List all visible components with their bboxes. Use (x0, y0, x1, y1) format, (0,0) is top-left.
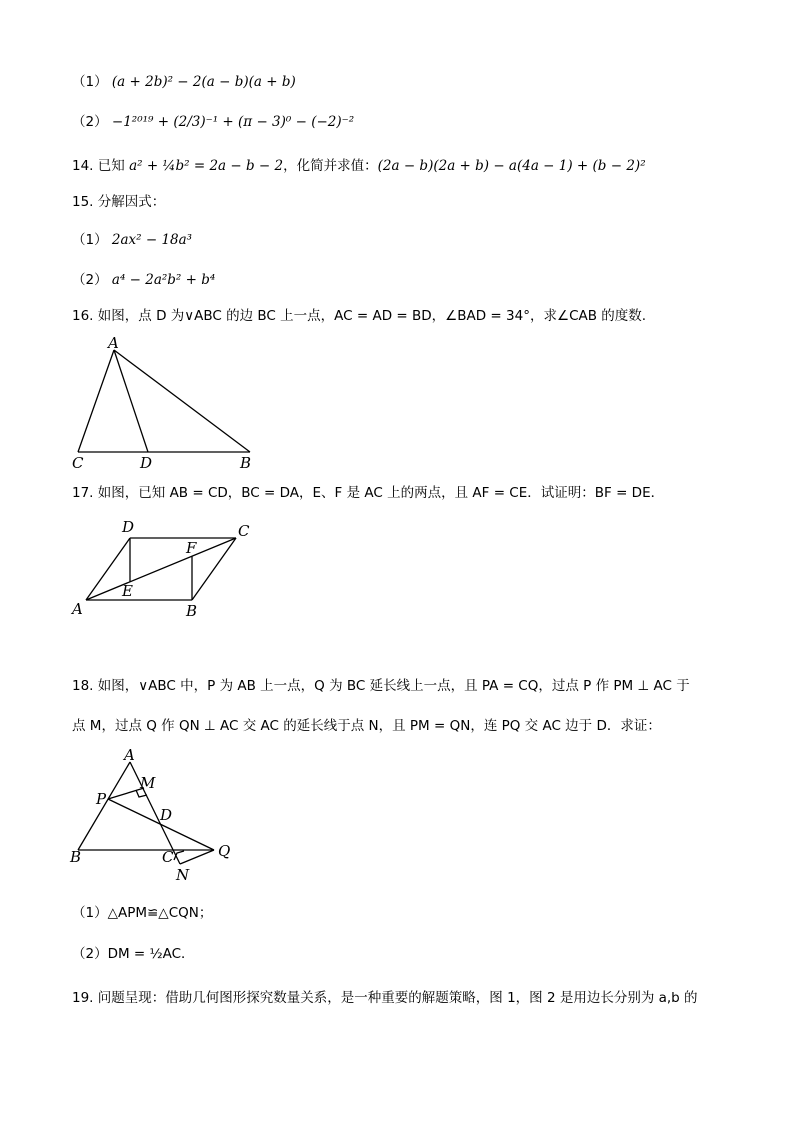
label-A: A (108, 336, 119, 352)
label-E: E (122, 582, 133, 600)
problem-14 (72, 156, 646, 176)
label-A: A (72, 600, 83, 618)
simplify-expression: (2a − b)(2a + b) − a(4a − 1) + (b − 2)² (377, 158, 646, 174)
part-number: （2） (72, 272, 108, 288)
label-B: B (70, 848, 82, 866)
math-expression: 2ax² − 18a³ (111, 232, 193, 248)
problem-15-part-2 (72, 270, 215, 290)
problem-text: 已知 (97, 158, 125, 174)
part-text: （1）△APM≌△CQN； (72, 905, 213, 921)
label-F: F (186, 539, 197, 557)
label-B: B (186, 602, 198, 620)
problem-18-line-1 (72, 676, 690, 696)
figure-17-parallelogram (60, 514, 270, 620)
problem-18-part-2 (72, 944, 195, 964)
problem-text: 如图，点 D 为∨ABC 的边 BC 上一点，AC = AD = BD，∠BAD = 34°，求∠CAB 的度数. (97, 308, 647, 324)
problem-text: 问题呈现：借助几何图形探究数量关系，是一种重要的解题策略，图 1，图 2 是用边长分别为 a,b 的 (97, 990, 698, 1006)
problem-text: 如图，∨ABC 中，P 为 AB 上一点，Q 为 BC 延长线上一点，且 PA = CQ，过点 P 作 PM ⊥ AC 于 (97, 678, 690, 694)
problem-text: 分解因式： (97, 194, 166, 210)
label-A: A (124, 748, 135, 764)
label-M: M (140, 774, 156, 792)
label-C: C (162, 848, 174, 866)
problem-number: 19. (72, 990, 94, 1006)
problem-text: ，化简并求值： (283, 158, 378, 174)
label-B: B (240, 454, 252, 472)
problem-15-part-1 (72, 230, 192, 250)
problem-18-line-2 (72, 716, 661, 736)
part-number: （1） (72, 74, 108, 90)
math-expression: a⁴ − 2a²b² + b⁴ (111, 272, 216, 288)
label-C: C (238, 522, 250, 540)
label-D: D (140, 454, 153, 472)
problem-number: 17. (72, 485, 94, 501)
problem-13-part-1 (72, 72, 296, 92)
label-Q: Q (218, 842, 231, 860)
label-P: P (96, 790, 107, 808)
condition-expression: a² + ¼b² = 2a − b − 2 (129, 158, 284, 174)
problem-number: 18. (72, 678, 94, 694)
problem-19 (72, 988, 698, 1008)
math-expression: −1²⁰¹⁹ + (2/3)⁻¹ + (π − 3)⁰ − (−2)⁻² (111, 114, 355, 130)
figure-18-triangle (60, 748, 240, 890)
problem-18-part-1 (72, 903, 212, 923)
label-C: C (72, 454, 84, 472)
problem-13-part-2 (72, 112, 354, 132)
math-expression: (a + 2b)² − 2(a − b)(a + b) (111, 74, 296, 90)
problem-number: 16. (72, 308, 94, 324)
figure-16-triangle (60, 336, 270, 476)
problem-text: 如图，已知 AB = CD，BC = DA，E、F 是 AC 上的两点，且 AF = CE．试证明：BF = DE． (97, 485, 665, 501)
problem-number: 15. (72, 194, 94, 210)
problem-text: 点 M，过点 Q 作 QN ⊥ AC 交 AC 的延长线于点 N，且 PM = QN，连 PQ 交 AC 边于 D．求证： (72, 718, 661, 734)
problem-number: 14. (72, 158, 94, 174)
part-text: （2）DM = ½AC． (72, 946, 195, 962)
problem-15 (72, 192, 165, 212)
problem-16 (72, 306, 646, 326)
label-D: D (122, 518, 135, 536)
part-number: （2） (72, 114, 108, 130)
part-number: （1） (72, 232, 108, 248)
label-D: D (160, 806, 173, 824)
label-N: N (176, 866, 190, 884)
problem-17 (72, 483, 664, 503)
